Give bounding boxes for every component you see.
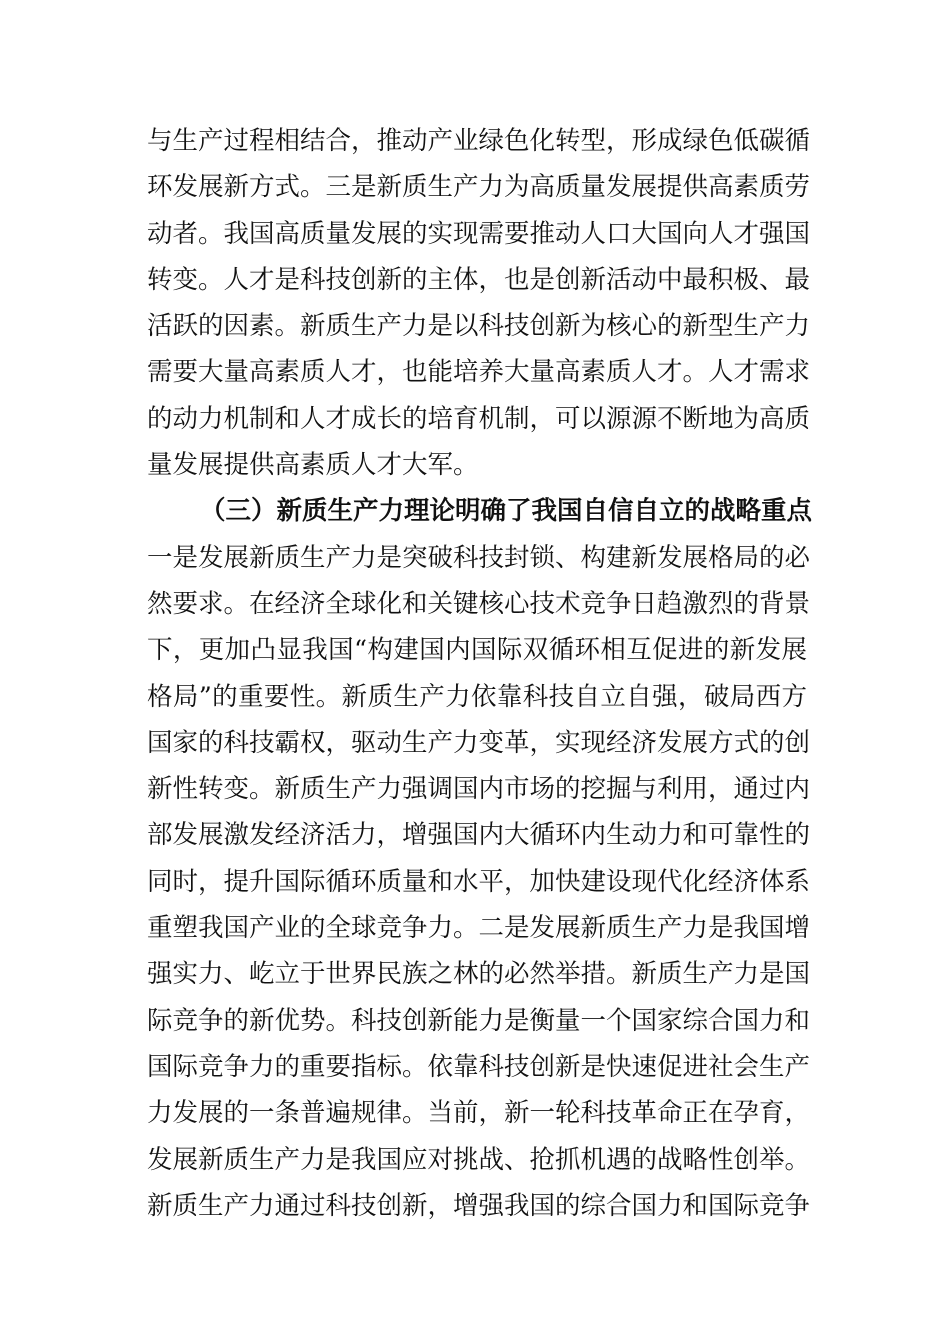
text-line: 格局”的重要性。新质生产力依靠科技自立自强，破局西方 xyxy=(147,681,807,712)
text-line: 需要大量高素质人才，也能培养大量高素质人才。人才需求 xyxy=(147,357,811,388)
section-heading: （三）新质生产力理论明确了我国自信自立的战略重点 xyxy=(200,496,813,527)
text-line: 国家的科技霸权，驱动生产力变革，实现经济发展方式的创 xyxy=(147,727,811,758)
paragraph-2 xyxy=(147,535,811,1229)
body-text xyxy=(147,118,813,1229)
text-line: 新质生产力通过科技创新，增强我国的综合国力和国际竞争 xyxy=(147,1190,811,1221)
text-line: 然要求。在经济全球化和关键核心技术竞争日趋激烈的背景 xyxy=(147,588,811,619)
text-line: 与生产过程相结合，推动产业绿色化转型，形成绿色低碳循 xyxy=(147,126,811,156)
text-line: 新性转变。新质生产力强调国内市场的挖掘与利用，通过内 xyxy=(147,774,811,805)
text-line: 强实力、屹立于世界民族之林的必然举措。新质生产力是国 xyxy=(147,959,811,990)
text-line: 活跃的因素。新质生产力是以科技创新为核心的新型生产力 xyxy=(147,311,811,342)
text-line: 部发展激发经济活力，增强国内大循环内生动力和可靠性的 xyxy=(147,820,811,851)
text-line: 国际竞争力的重要指标。依靠科技创新是快速促进社会生产 xyxy=(147,1051,811,1082)
text-line: 量发展提供高素质人才大军。 xyxy=(147,450,479,481)
text-line: 发展新质生产力是我国应对挑战、抢抓机遇的战略性创举。 xyxy=(147,1144,811,1175)
text-line: 际竞争的新优势。科技创新能力是衡量一个国家综合国力和 xyxy=(147,1005,811,1036)
text-line: 一是发展新质生产力是突破科技封锁、构建新发展格局的必 xyxy=(147,542,811,573)
paragraph-1 xyxy=(147,118,811,488)
text-line: 重塑我国产业的全球竞争力。二是发展新质生产力是我国增 xyxy=(147,913,811,944)
text-line: 转变。人才是科技创新的主体，也是创新活动中最积极、最 xyxy=(147,264,811,295)
text-line: 动者。我国高质量发展的实现需要推动人口大国向人才强国 xyxy=(147,218,811,249)
text-line: 同时，提升国际循环质量和水平，加快建设现代化经济体系 xyxy=(147,866,811,897)
text-line: 力发展的一条普遍规律。当前，新一轮科技革命正在孕育， xyxy=(147,1098,811,1129)
text-line: 下，更加凸显我国“构建国内国际双循环相互促进的新发展 xyxy=(147,635,807,666)
text-line: 的动力机制和人才成长的培育机制，可以源源不断地为高质 xyxy=(147,403,811,434)
text-line: 环发展新方式。三是新质生产力为高质量发展提供高素质劳 xyxy=(147,172,811,203)
